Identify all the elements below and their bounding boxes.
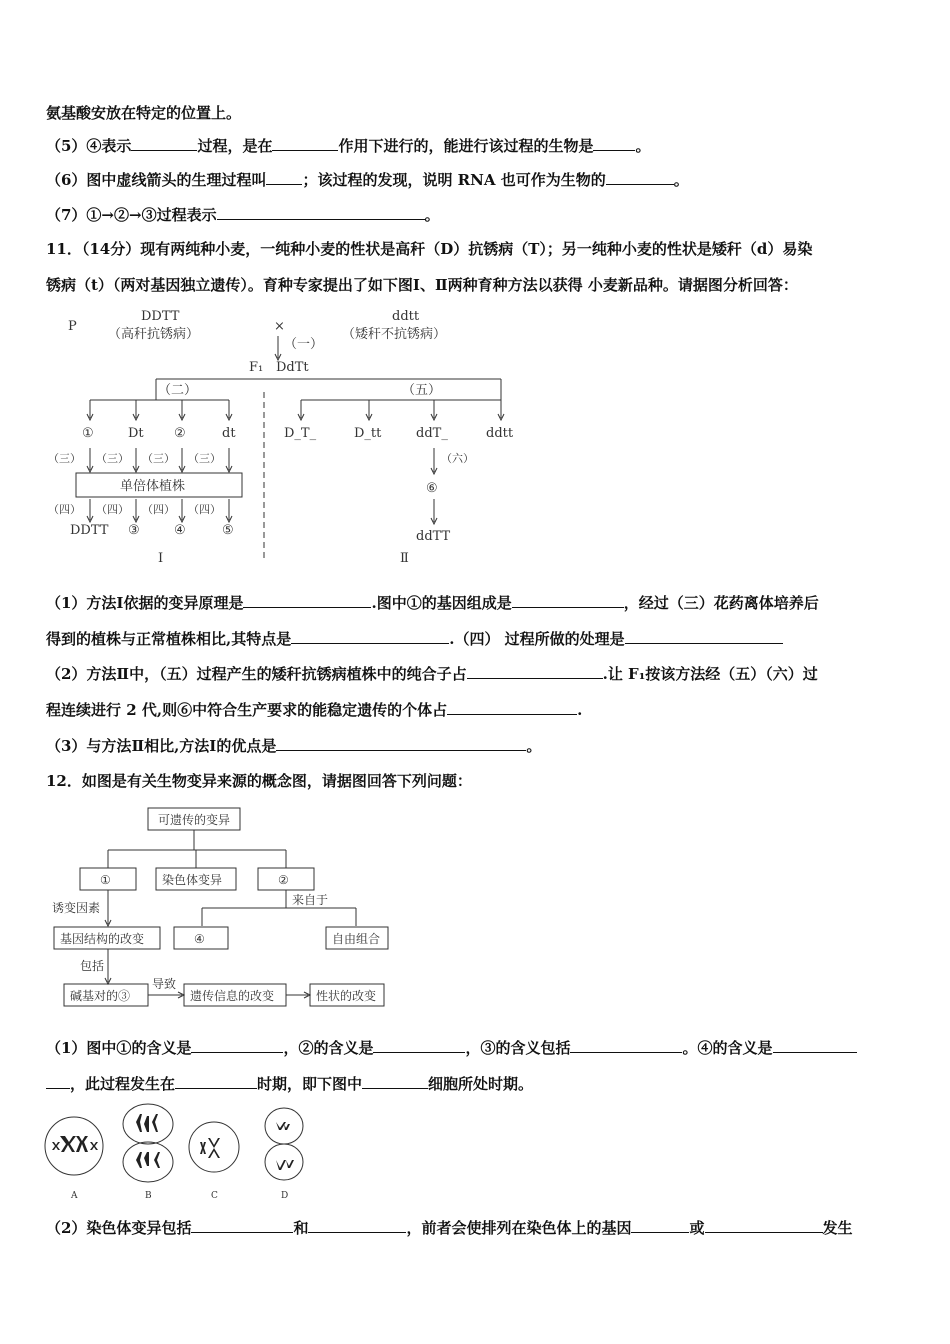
svg-text:（四）: （四） xyxy=(188,503,221,516)
end-4: ⑤ xyxy=(222,523,234,538)
genetic-info-label: 遗传信息的改变 xyxy=(190,989,275,1003)
f1-label: F₁ xyxy=(249,360,264,375)
question-12-stem: 12．如图是有关生物变异来源的概念图，请据图回答下列问题： xyxy=(46,772,472,790)
f2-class-4: ddtt xyxy=(486,426,514,441)
end-1: DDTT xyxy=(70,523,109,538)
concept-map xyxy=(46,800,396,1012)
method-1: Ⅰ xyxy=(158,551,164,566)
parent2-genotype: ddtt xyxy=(392,309,420,324)
method-2: Ⅱ xyxy=(400,551,409,566)
cell-d-top xyxy=(265,1108,303,1144)
node-3-label: ② xyxy=(278,873,289,887)
base-pair-label: 碱基对的③ xyxy=(70,989,131,1003)
cell-label-c: C xyxy=(211,1191,218,1201)
f1-genotype: DdTt xyxy=(276,360,309,375)
answer-blank[interactable] xyxy=(276,736,526,751)
answer-blank[interactable] xyxy=(631,1218,689,1233)
answer-blank[interactable] xyxy=(266,170,302,185)
gamete-4: dt xyxy=(222,426,236,441)
label-p: P xyxy=(68,319,77,334)
answer-12-2: （2）染色体变异包括 和 ，前者会使排列在染色体上的基因 或 发生 xyxy=(46,1219,853,1237)
answer-blank[interactable] xyxy=(705,1218,823,1233)
svg-text:（三）: （三） xyxy=(96,452,129,465)
step-3: （三） xyxy=(48,452,81,465)
parent1-genotype: DDTT xyxy=(141,309,180,324)
line-q6: （6）图中虚线箭头的生理过程叫 ；该过程的发现，说明 RNA 也可作为生物的 。 xyxy=(46,171,689,189)
haploid-label: 单倍体植株 xyxy=(120,479,186,494)
cause-label: 导致 xyxy=(152,977,177,991)
svg-text:（四）: （四） xyxy=(142,503,175,516)
svg-text:（三）: （三） xyxy=(142,452,175,465)
cell-label-a: A xyxy=(71,1191,78,1201)
cell-label-b: B xyxy=(145,1191,152,1201)
node-6: ⑥ xyxy=(426,481,438,496)
node-2-label: 染色体变异 xyxy=(162,873,223,887)
answer-blank[interactable] xyxy=(291,629,449,644)
answer-11-1b: 得到的植株与正常植株相比,其特点是 .（四） 过程所做的处理是 xyxy=(46,629,783,649)
answer-blank[interactable] xyxy=(447,700,577,715)
answer-blank[interactable] xyxy=(593,136,635,151)
gamete-1: ① xyxy=(82,426,94,441)
f2-class-3: ddT_ xyxy=(416,426,448,441)
step-5: （五） xyxy=(402,383,442,398)
mutagen-label: 诱变因素 xyxy=(52,901,101,915)
gene-structure-label: 基因结构的改变 xyxy=(60,932,145,946)
question-11-stem-1: 11．（14分）现有两纯种小麦，一纯种小麦的性状是高秆（D）抗锈病（T）；另一纯种小麦的性状是矮秆（d）易染 xyxy=(46,240,813,258)
step-4: （四） xyxy=(48,503,81,516)
step-6: （六） xyxy=(441,452,474,465)
f2-class-1: D_T_ xyxy=(284,426,317,441)
end-3: ④ xyxy=(174,523,186,538)
cell-diagrams xyxy=(44,1102,314,1202)
from-label: 来自于 xyxy=(292,893,329,907)
parent1-desc: （高秆抗锈病） xyxy=(108,327,200,342)
answer-12-1b: ，此过程发生在 时期，即下图中 细胞所处时期。 xyxy=(46,1074,533,1094)
include-label: 包括 xyxy=(80,959,105,973)
answer-11-2a: （2）方法Ⅱ中，（五）过程产生的矮秆抗锈病植株中的纯合子占 .让 F₁按该方法经（五）（六）过 xyxy=(46,665,818,683)
answer-blank[interactable] xyxy=(373,1038,465,1053)
line-q5: （5）④表示 过程，是在 作用下进行的，能进行该过程的生物是 。 xyxy=(46,137,651,155)
answer-blank[interactable] xyxy=(467,664,603,679)
answer-blank[interactable] xyxy=(308,1218,406,1233)
node-1-label: ① xyxy=(100,873,111,887)
svg-text:（三）: （三） xyxy=(188,452,221,465)
answer-blank[interactable] xyxy=(191,1038,283,1053)
svg-text:（四）: （四） xyxy=(96,503,129,516)
answer-12-1a: （1）图中①的含义是 ，②的含义是 ，③的含义包括 。④的含义是 xyxy=(46,1038,857,1058)
cell-label-d: D xyxy=(281,1191,289,1201)
gamete-3: ② xyxy=(174,426,186,441)
line-q4-end: 氨基酸安放在特定的位置上。 xyxy=(46,104,242,122)
answer-11-3: （3）与方法Ⅱ相比,方法Ⅰ的优点是 。 xyxy=(46,737,542,755)
answer-blank[interactable] xyxy=(175,1074,257,1089)
answer-blank[interactable] xyxy=(131,136,197,151)
step-2: （二） xyxy=(158,383,198,398)
final-genotype: ddTT xyxy=(416,529,451,544)
answer-blank[interactable] xyxy=(191,1218,293,1233)
gamete-2: Dt xyxy=(128,426,144,441)
answer-blank[interactable] xyxy=(512,593,624,608)
answer-blank[interactable] xyxy=(362,1074,428,1089)
answer-blank[interactable] xyxy=(625,629,783,644)
answer-blank[interactable] xyxy=(773,1038,857,1053)
free-combination-label: 自由组合 xyxy=(332,932,381,946)
question-11-stem-2: 锈病（t）（两对基因独立遗传）。育种专家提出了如下图Ⅰ、Ⅱ两种育种方法以获得 小麦新品种。请据图分析回答： xyxy=(46,276,798,294)
answer-blank[interactable] xyxy=(217,205,425,220)
step-1: （一） xyxy=(284,337,324,352)
breeding-diagram xyxy=(46,300,546,575)
line-q7: （7）①→②→③过程表示 。 xyxy=(46,206,440,224)
answer-blank[interactable] xyxy=(272,136,338,151)
cross-sign: × xyxy=(274,319,285,334)
answer-11-1a: （1）方法Ⅰ依据的变异原理是 .图中①的基因组成是 ，经过（三）花药离体培养后 xyxy=(46,594,819,612)
answer-blank[interactable] xyxy=(243,593,371,608)
answer-blank[interactable] xyxy=(570,1038,682,1053)
answer-blank[interactable] xyxy=(606,170,674,185)
root-label: 可遗传的变异 xyxy=(158,813,231,827)
trait-label: 性状的改变 xyxy=(316,989,377,1003)
answer-11-2b: 程连续进行 2 代,则⑥中符合生产要求的能稳定遗传的个体占 . xyxy=(46,701,583,719)
parent2-desc: （矮秆不抗锈病） xyxy=(342,327,447,342)
f2-class-2: D_tt xyxy=(354,426,382,441)
node-4-label: ④ xyxy=(194,932,205,946)
answer-blank[interactable] xyxy=(46,1074,70,1089)
end-2: ③ xyxy=(128,523,140,538)
